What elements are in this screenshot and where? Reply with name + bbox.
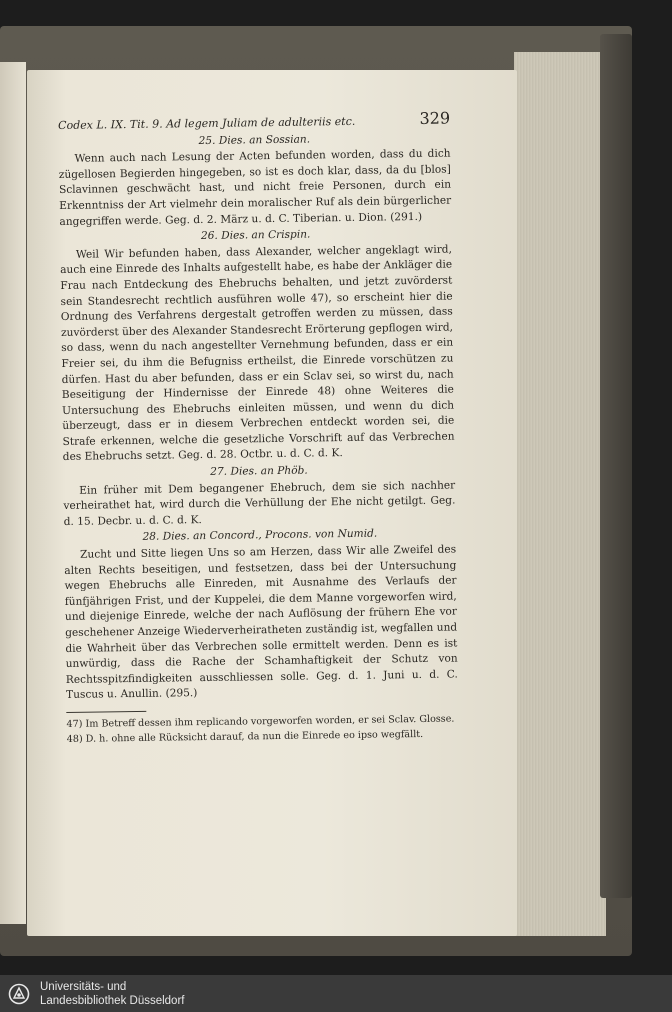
page-edges: [514, 52, 606, 936]
library-logo-icon: [8, 983, 30, 1005]
page-number: 329: [419, 108, 451, 128]
running-title: Codex L. IX. Tit. 9. Ad legem Juliam de adulteriis etc.: [58, 114, 356, 132]
section-heading: 27. Dies. an Phöb.: [210, 464, 308, 478]
left-page-edge: [0, 62, 26, 924]
section-heading: 25. Dies. an Sossian.: [198, 133, 311, 147]
footnote: 48) D. h. ohne alle Rücksicht darauf, da nun die Einrede eo ipso wegfällt.: [66, 728, 424, 745]
section-text: Ein früher mit Dem begangener Ehebruch, dem sie sich nachher verheirathet hat, wird durch die Verhüllung der Ehe nicht getilgt. Geg. d. 15. Decbr. u. d. C. d. K.: [63, 479, 456, 528]
institution-name[interactable]: [40, 980, 184, 1008]
footnote-divider: [66, 711, 146, 713]
institution-line-1: Universitäts- und: [40, 981, 127, 993]
page-text: [58, 108, 459, 749]
library-footer-bar: [0, 975, 672, 1012]
section-heading: 28. Dies. an Concord., Procons. von Numid.: [142, 528, 378, 544]
book-spine-edge: [600, 34, 632, 898]
section-heading: 26. Dies. an Crispin.: [200, 228, 311, 243]
section-text: Zucht und Sitte liegen Uns so am Herzen, dass Wir alle Zweifel des alten Rechts beseitigen, und festsetzen, dass bei der Untersuchung wegen Ehebruchs alle Einreden, mit Ausnahme des Verlaufs der fünfjährigen Frist, und der Kuppelei, die dem Manne vorgeworfen wird, und diejenige Einrede, welche der nach Auflösung der frühern Ehe vor geschehener Anzeige Wiederverheiratheten zuständig ist, wegfallen und die Wahrheit über das Verbrechen solle ermittelt werden. Denn es ist unwürdig, dass die Rache der Schamhaftigkeit der Schutz von Rechtsspitzfindigkeiten ausschliessen solle. Geg. d. 1. Juni u. d. C. Tuscus u. Anullin. (295.): [64, 543, 458, 702]
section-text: Wenn auch nach Lesung der Acten befunden worden, dass du dich zügellosen Begierden hingegeben, so ist es doch klar, dass, da du [blos] Sclavinnen geschwächt hast, und nicht freie Personen, durch ein Erkenntniss der Art vielmehr dein moralischer Ruf als dein bürgerlicher angegriffen werde. Geg. d. 2. März u. d. C. Tiberian. u. Dion. (291.): [58, 147, 452, 228]
institution-line-2: Landesbibliothek Düsseldorf: [40, 995, 185, 1007]
footnote: 47) Im Betreff dessen ihm replicando vorgeworfen worden, er sei Sclav. Glosse.: [66, 713, 455, 730]
section-text: Weil Wir befunden haben, dass Alexander, welcher angeklagt wird, auch eine Einrede des Inhalts aufgestellt habe, es habe der Ankläger die Frau nach Entdeckung des Ehebruchs behalten, und jetzt zuvörderst sein Standesrecht rechtlich ausführen wolle 47), so erscheint hier die Ordnung des Verfahrens dergestalt getroffen werden zu müssen, dass zuvörderst über des Alexander Standesrecht Erörterung gepflogen wird, so dass, wenn du nach angestellter Vernehmung befunden, dass er ein Freier sei, du ihm die Befugniss ertheilst, die Einrede vorschützen zu dürfen. Hast du aber befunden, dass er ein Sclav sei, so wirst du, nach Beseitigung der Hindernisse der Einrede 48) ohne Weiteres die Untersuchung des Ehebruchs einleiten müssen, und wenn du dich überzeugt, dass er in diesem Verbrechen entdeckt worden sei, die Strafe erkennen, welche die gesetzliche Vorschrift auf das Verbrechen des Ehebruchs setzt. Geg. d. 28. Octbr. u. d. C. d. K.: [60, 243, 455, 464]
